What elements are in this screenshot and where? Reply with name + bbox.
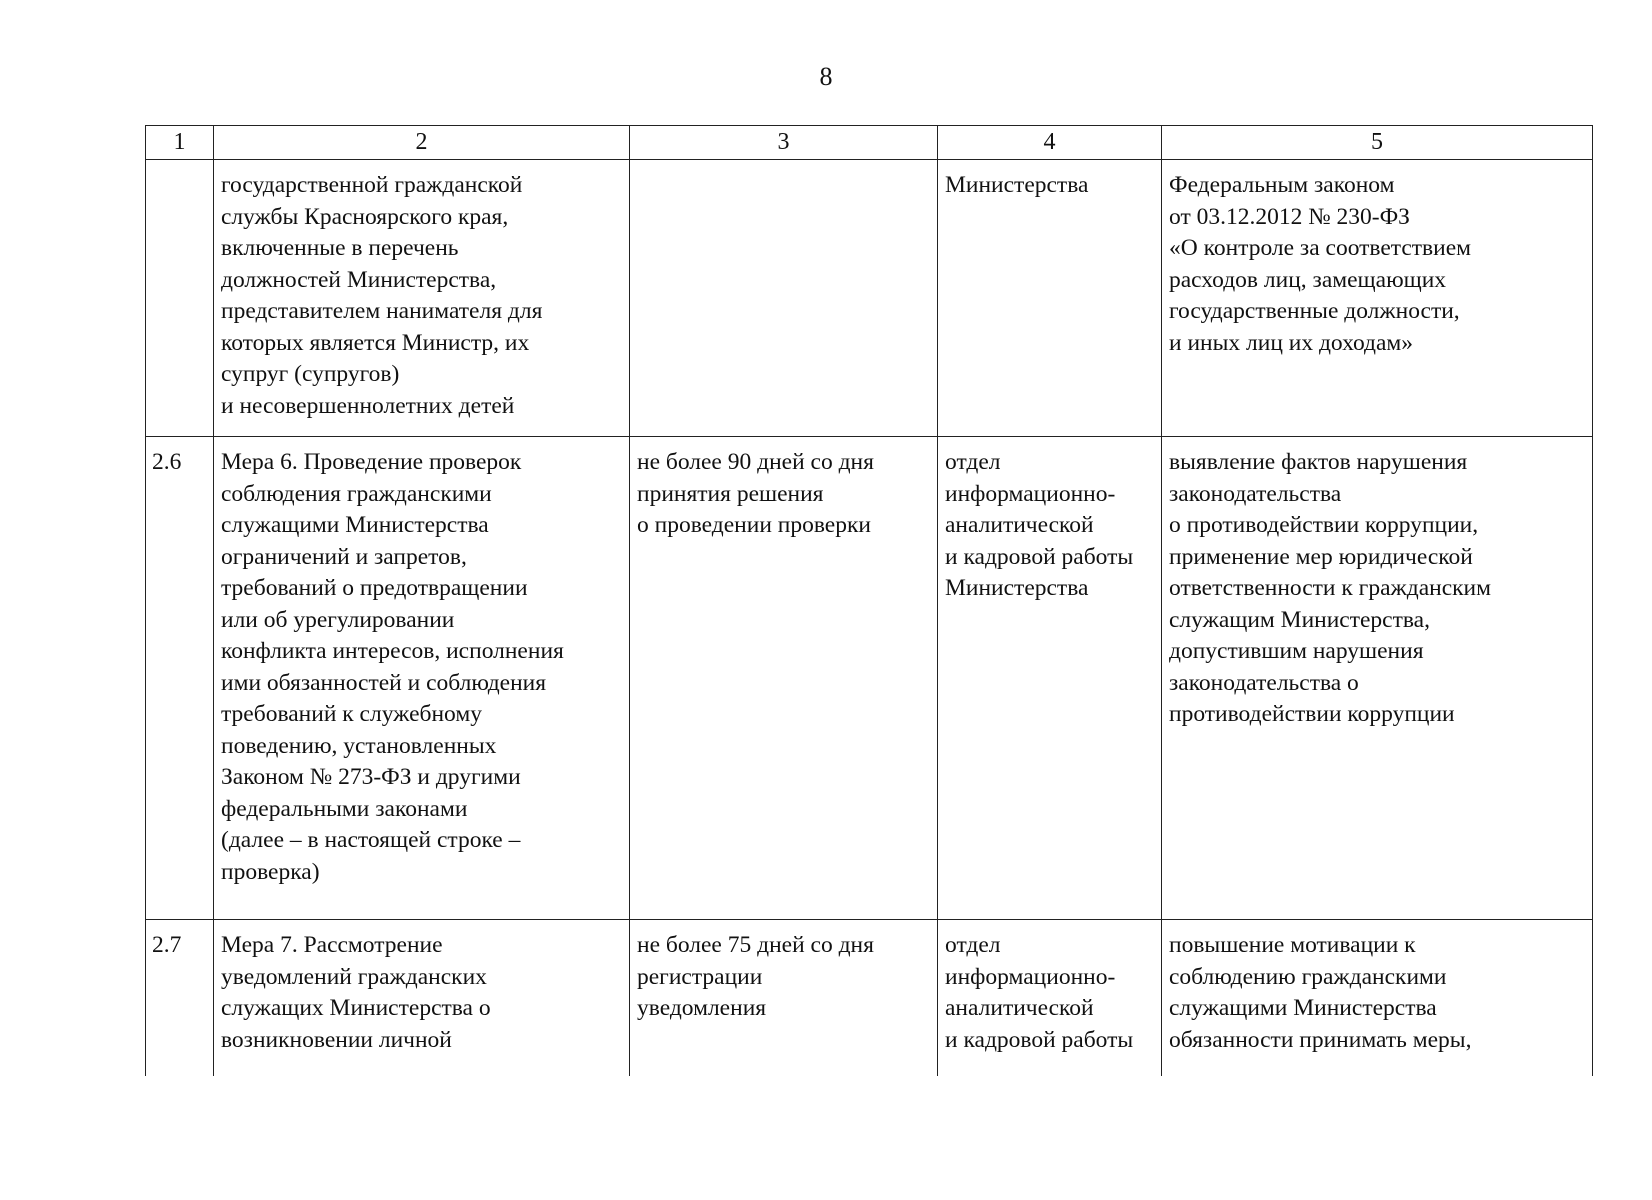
column-header: 3 <box>630 126 938 160</box>
deadline-cell: не более 90 дней со дня принятия решения о проведении проверки <box>630 437 938 920</box>
page-number: 8 <box>819 62 833 91</box>
result-cell: выявление фактов нарушения законодательства о противодействии коррупции, применение мер юридической ответственности к гражданским служащим Министерства, допустившим нарушения законодательства о противодействии коррупции <box>1162 437 1593 920</box>
deadline-cell <box>630 160 938 437</box>
column-header: 5 <box>1162 126 1593 160</box>
row-number-cell <box>146 160 214 437</box>
result-cell: повышение мотивации к соблюдению гражданскими служащими Министерства обязанности принимать меры, <box>1162 920 1593 1077</box>
column-header: 4 <box>938 126 1162 160</box>
column-header: 1 <box>146 126 214 160</box>
measure-cell: Мера 6. Проведение проверок соблюдения гражданскими служащими Министерства ограничений и запретов, требований о предотвращении или об урегулировании конфликта интересов, исполнения ими обязанностей и соблюдения требований к служебному поведению, установленных Законом № 273-ФЗ и другими федеральными законами (далее – в настоящей строке – проверка) <box>214 437 630 920</box>
row-number-cell: 2.7 <box>146 920 214 1077</box>
deadline-cell: не более 75 дней со дня регистрации уведомления <box>630 920 938 1077</box>
column-header: 2 <box>214 126 630 160</box>
table-header-row <box>146 126 1593 160</box>
measures-table <box>145 125 1593 1076</box>
responsible-cell: отдел информационно- аналитической и кадровой работы Министерства <box>938 437 1162 920</box>
table-row <box>146 160 1593 437</box>
measure-cell: государственной гражданской службы Красноярского края, включенные в перечень должностей Министерства, представителем нанимателя для которых является Министр, их супруг (супругов) и несовершеннолетних детей <box>214 160 630 437</box>
table-row <box>146 437 1593 920</box>
measure-cell: Мера 7. Рассмотрение уведомлений гражданских служащих Министерства о возникновении личной <box>214 920 630 1077</box>
responsible-cell: отдел информационно- аналитической и кадровой работы <box>938 920 1162 1077</box>
row-number-cell: 2.6 <box>146 437 214 920</box>
table-row <box>146 920 1593 1077</box>
responsible-cell: Министерства <box>938 160 1162 437</box>
result-cell: Федеральным законом от 03.12.2012 № 230-ФЗ «О контроле за соответствием расходов лиц, замещающих государственные должности, и иных лиц их доходам» <box>1162 160 1593 437</box>
